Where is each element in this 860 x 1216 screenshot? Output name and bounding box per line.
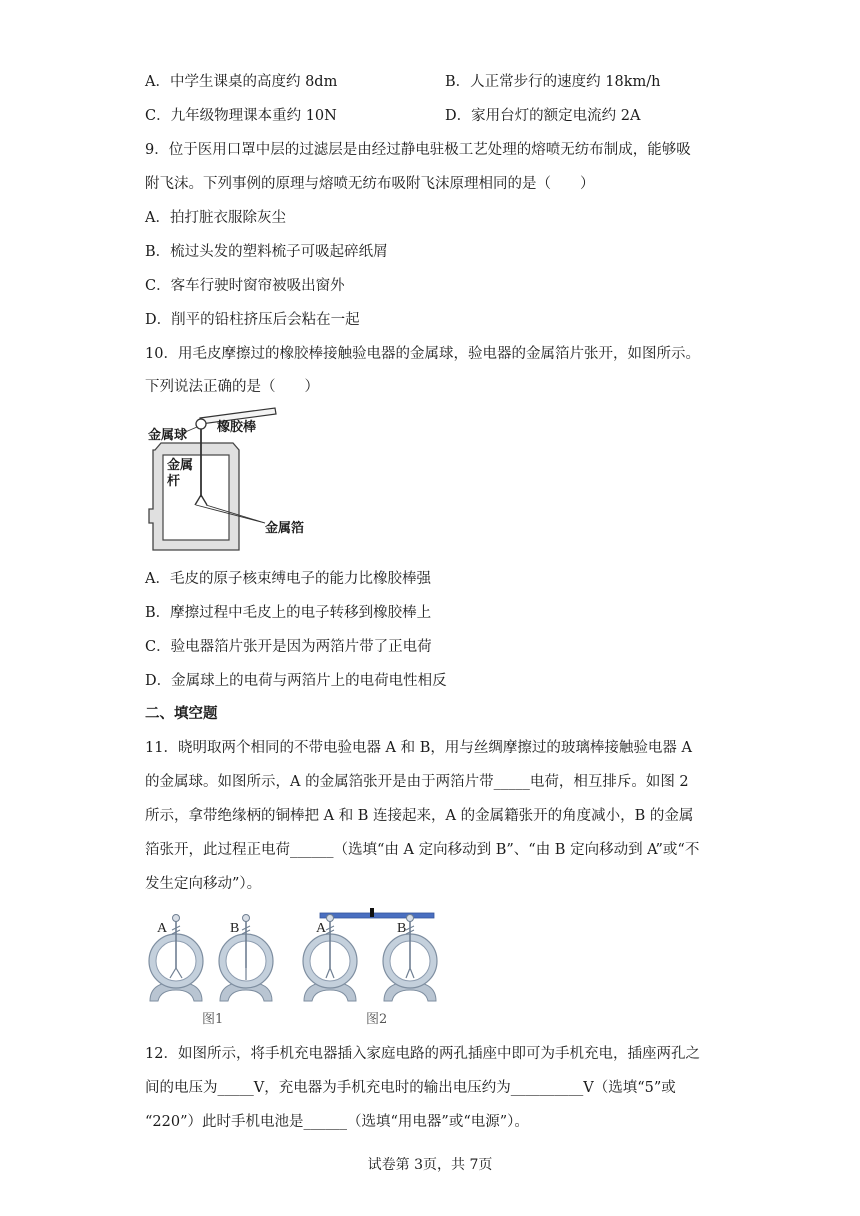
q11-line5: 发生定向移动”）。 <box>145 876 262 892</box>
q10-option-a: A．毛皮的原子核束缚电子的能力比橡胶棒强 <box>145 571 431 587</box>
metal-ball <box>196 419 206 429</box>
label-metal-ball: 金属球 <box>148 428 188 443</box>
page-footer: 试卷第 3页，共 7页 <box>367 1157 493 1173</box>
caption-figure-1: 图1 <box>202 1012 224 1027</box>
q10-stem-line1: 10．用毛皮摩擦过的橡胶棒接触验电器的金属球，验电器的金属箔片张开，如图所示。 <box>145 346 700 362</box>
q9-option-a: A．拍打脏衣服除灰尘 <box>145 210 286 226</box>
q11-line3: 所示，拿带绝缘柄的铜棒把 A 和 B 连接起来，A 的金属籍张开的角度减小，B 的金属 <box>145 808 694 824</box>
q10-stem-line2: 下列说法正确的是（ ） <box>145 379 319 395</box>
q11-line4: 箔张开，此过程正电荷______（选填“由 A 定向移动到 B”、“由 B 定向移动到 A”或“不 <box>145 842 700 858</box>
q8-option-d: D．家用台灯的额定电流约 2A <box>445 108 641 124</box>
electroscope-b2 <box>383 915 437 1002</box>
label-metal-bar-2: 杆 <box>167 474 181 489</box>
electroscope-figure <box>145 405 325 560</box>
insulated-handle <box>370 908 374 917</box>
two-electroscopes-figure <box>140 906 450 1028</box>
q10-option-d: D．金属球上的电荷与两箔片上的电荷电性相反 <box>145 673 447 689</box>
q10-option-c: C．验电器箔片张开是因为两箔片带了正电荷 <box>145 639 432 655</box>
q12-line2: 间的电压为_____V，充电器为手机充电时的输出电压约为__________V（选填“5”或 <box>145 1080 676 1096</box>
label-b1: B <box>230 921 240 936</box>
q8-option-a: A．中学生课桌的高度约 8dm <box>145 74 338 90</box>
label-a1: A <box>157 921 168 936</box>
q11-line1: 11．晓明取两个相同的不带电验电器 A 和 B，用与丝绸摩擦过的玻璃棒接触验电器 A <box>145 740 692 756</box>
q8-option-b: B．人正常步行的速度约 18km/h <box>445 74 661 90</box>
q10-option-b: B．摩擦过程中毛皮上的电子转移到橡胶棒上 <box>145 605 432 621</box>
label-metal-foil: 金属箔 <box>265 521 305 536</box>
section-title: 二、填空题 <box>145 706 218 722</box>
q12-line3: “220”）此时手机电池是______（选填“用电器”或“电源”）。 <box>145 1114 529 1130</box>
label-metal-bar-1: 金属 <box>167 458 194 473</box>
electroscope-a2 <box>303 915 357 1002</box>
copper-rod <box>320 913 434 918</box>
q9-stem-line1: 9．位于医用口罩中层的过滤层是由经过静电驻极工艺处理的熔喷无纺布制成，能够吸 <box>145 142 691 158</box>
q9-stem-line2: 附飞沫。下列事例的原理与熔喷无纺布吸附飞沫原理相同的是（ ） <box>145 176 595 192</box>
q12-line1: 12．如图所示，将手机充电器插入家庭电路的两孔插座中即可为手机充电，插座两孔之 <box>145 1046 700 1062</box>
label-a2: A <box>316 921 327 936</box>
caption-figure-2: 图2 <box>366 1012 388 1027</box>
q9-option-c: C．客车行驶时窗帘被吸出窗外 <box>145 278 345 294</box>
q9-option-d: D．削平的铅柱挤压后会粘在一起 <box>145 312 360 328</box>
q9-option-b: B．梳过头发的塑料梳子可吸起碎纸屑 <box>145 244 388 260</box>
label-b2: B <box>397 921 407 936</box>
q8-option-c: C．九年级物理课本重约 10N <box>145 108 337 124</box>
label-rubber-rod: 橡胶棒 <box>217 420 257 435</box>
electroscope-b1 <box>219 915 273 1002</box>
q11-line2: 的金属球。如图所示，A 的金属箔张开是由于两箔片带_____电荷，相互排斥。如图 2 <box>145 774 689 790</box>
